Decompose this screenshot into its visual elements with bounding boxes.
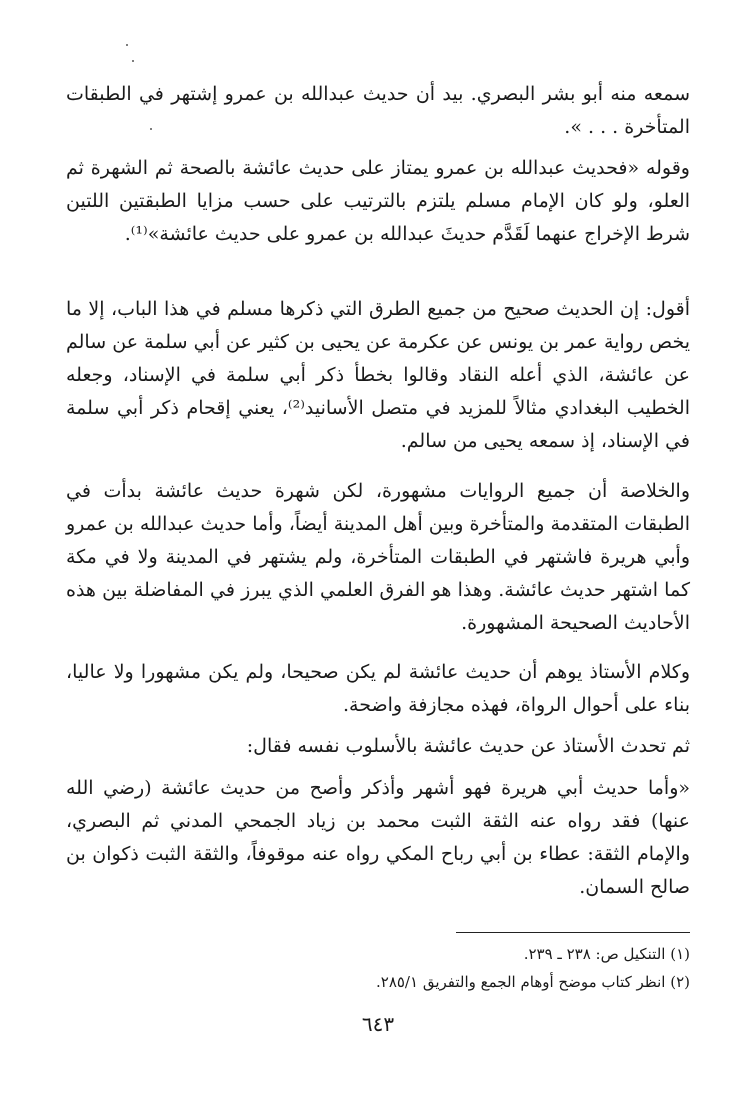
scan-speck — [132, 60, 134, 62]
paragraph-continuation: سمعه منه أبو بشر البصري. بيد أن حديث عبدالله بن عمرو إشتهر في الطبقات المتأخرة . . . ». — [66, 83, 690, 138]
paragraph-quote-abdullah: وقوله «فحديث عبدالله بن عمرو يمتاز على حديث عائشة بالصحة ثم الشهرة ثم العلو، ولو كان الإمام مسلم يلتزم بالترتيب على حسب مزايا الطبقتين اللتين شرط الإخراج عنهما لَقَدَّم حديثَ عبدالله بن عمرو على حديث عائشة»⁽¹⁾. — [66, 157, 690, 245]
paragraph-aqool: أقول: إن الحديث صحيح من جميع الطرق التي ذكرها مسلم في هذا الباب، إلا ما يخص رواية عمر بن يونس عن عكرمة عن يحيى بن كثير عن أبي سلمة عن سالم عن عائشة، الذي أعله النقاد وقالوا بخطأ ذكر أبي سلمة في الإسناد، وجعله الخطيب البغدادي مثالاً للمزيد في متصل الأسانيد⁽²⁾، يعني إقحام ذكر أبي سلمة في الإسناد، إذ سمعه يحيى من سالم. — [66, 298, 691, 452]
paragraph-ustadh-remark: وكلام الأستاذ يوهم أن حديث عائشة لم يكن صحيحا، ولم يكن مشهورا ولا عاليا، بناء على أحوال الرواة، فهذه مجازفة واضحة. — [66, 661, 690, 716]
page-number: ٦٤٣ — [361, 1012, 395, 1036]
scan-speck — [126, 44, 128, 46]
footnote-separator — [456, 932, 690, 933]
paragraph-transition: ثم تحدث الأستاذ عن حديث عائشة بالأسلوب نفسه فقال: — [246, 735, 690, 757]
paragraph-abu-hurayra-quote: «وأما حديث أبي هريرة فهو أشهر وأذكر وأصح من حديث عائشة (رضي الله عنها) فقد رواه عنه الثقة الثبت محمد بن زياد الجمحي المدني ثم البصري، والإمام الثقة: عطاء بن أبي رباح المكي رواه عنه موقوفاً، والثقة الثبت ذكوان بن صالح السمان. — [66, 777, 690, 898]
paragraph-conclusion: والخلاصة أن جميع الروايات مشهورة، لكن شهرة حديث عائشة بدأت في الطبقات المتقدمة والمتأخرة وبين أهل المدينة أيضاً، وأما حديث عبدالله بن عمرو وأبي هريرة فاشتهر في الطبقات المتأخرة، ولم يشتهر في المدينة ولا في مكة كما اشتهر حديث عائشة. وهذا هو الفرق العلمي الذي يبرز في المفاضلة بين هذه الأحاديث الصحيحة المشهورة. — [66, 480, 691, 634]
footnote-1: (١) التنكيل ص: ٢٣٨ ـ ٢٣٩. — [523, 945, 690, 963]
footnote-2: (٢) انظر كتاب موضح أوهام الجمع والتفريق ٢٨٥/١. — [375, 973, 690, 991]
